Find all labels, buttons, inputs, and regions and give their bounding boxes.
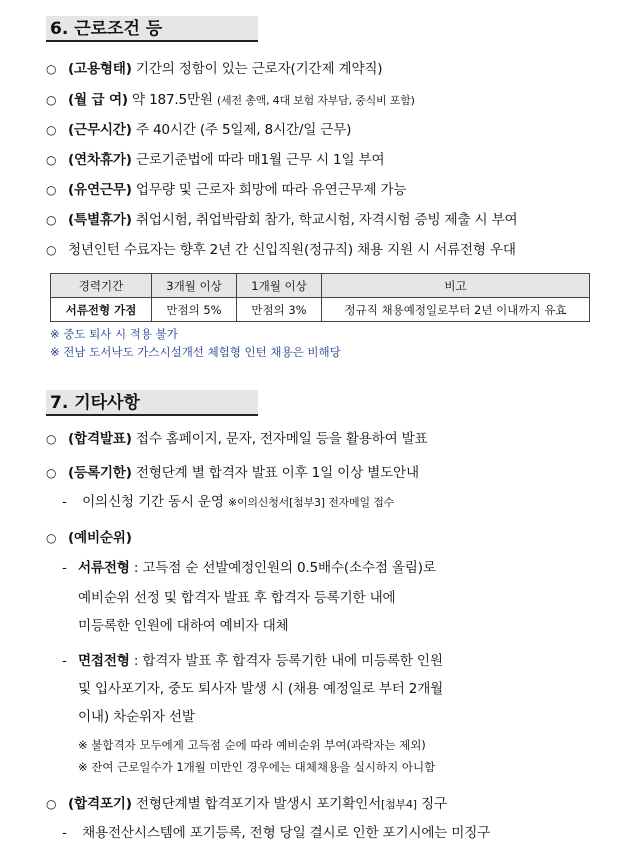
table-header-cell: 1개월 이상 bbox=[237, 274, 322, 298]
table-header-row bbox=[51, 274, 590, 298]
item-registration-deadline: ○ (등록기한) 전형단계 별 합격자 발표 이후 1일 이상 별도안내 bbox=[46, 465, 419, 481]
interview-line-2: 및 입사포기자, 중도 퇴사자 발생 시 (채용 예정일로 부터 2개월 bbox=[78, 681, 444, 697]
item-announcement: ○ (합격발표) 접수 홈페이지, 문자, 전자메일 등을 활용하여 발표 bbox=[46, 431, 428, 447]
item-giveup: ○ (합격포기) 전형단계별 합격포기자 발생시 포기확인서[첨부4] 징구 bbox=[46, 796, 447, 812]
interview-line-3: 이내) 차순위자 선발 bbox=[78, 709, 195, 725]
item-salary: ○ (월 급 여) 약 187.5만원 (세전 총액, 4대 보험 자부담, 중식비 포함) bbox=[46, 92, 415, 108]
item-reserve-ranking: ○ (예비순위) bbox=[46, 530, 132, 546]
table-cell: 만점의 5% bbox=[152, 298, 237, 322]
note-jeonnam-exclusion: ※ 전남 도서낙도 가스시설개선 체험형 인턴 채용은 비해당 bbox=[50, 345, 341, 359]
table-cell: 정규직 채용예정일로부터 2년 이내까지 유효 bbox=[322, 298, 590, 322]
item-flexible-work: ○ (유연근무) 업무량 및 근로자 희망에 따라 유연근무제 가능 bbox=[46, 182, 407, 198]
doc-screening-line-3: 미등록한 인원에 대하여 예비자 대체 bbox=[78, 618, 289, 634]
interview-note-2: ※ 잔여 근로일수가 1개월 미만인 경우에는 대체채용을 실시하지 아니함 bbox=[78, 760, 436, 774]
item-annual-leave: ○ (연차휴가) 근로기준법에 따라 매1월 근무 시 1일 부여 bbox=[46, 152, 385, 168]
item-employment-type: ○ (고용형태) 기간의 정함이 있는 근로자(기간제 계약직) bbox=[46, 61, 383, 77]
table-row bbox=[51, 298, 590, 322]
item-work-hours: ○ (근무시간) 주 40시간 (주 5일제, 8시간/일 근무) bbox=[46, 122, 352, 138]
table-header-cell: 경력기간 bbox=[51, 274, 152, 298]
table-header-cell: 비고 bbox=[322, 274, 590, 298]
item-special-leave: ○ (특별휴가) 취업시험, 취업박람회 참가, 학교시험, 자격시험 증빙 제출 시 부여 bbox=[46, 212, 518, 228]
bonus-table bbox=[50, 273, 590, 322]
table-cell: 만점의 3% bbox=[237, 298, 322, 322]
item-intern-preference: ○ 청년인턴 수료자는 향후 2년 간 신입직원(정규직) 채용 지원 시 서류전형 우대 bbox=[46, 242, 516, 258]
section-7-title: 7. 기타사항 bbox=[46, 390, 258, 416]
section-6-title: 6. 근로조건 등 bbox=[46, 16, 258, 42]
table-cell: 서류전형 가점 bbox=[51, 298, 152, 322]
doc-screening-line-1: - 서류전형 : 고득점 순 선발예정인원의 0.5배수(소수점 올림)로 bbox=[62, 560, 436, 576]
interview-line-1: - 면접전형 : 합격자 발표 후 합격자 등록기한 내에 미등록한 인원 bbox=[62, 653, 443, 669]
note-early-leave: ※ 중도 퇴사 시 적용 불가 bbox=[50, 327, 178, 341]
interview-note-1: ※ 불합격자 모두에게 고득점 순에 따라 예비순위 부여(과락자는 제외) bbox=[78, 738, 426, 752]
table-header-cell: 3개월 이상 bbox=[152, 274, 237, 298]
giveup-sub: - 채용전산시스템에 포기등록, 전형 당일 결시로 인한 포기시에는 미징구 bbox=[62, 825, 491, 841]
doc-screening-line-2: 예비순위 선정 및 합격자 발표 후 합격자 등록기한 내에 bbox=[78, 590, 396, 606]
item-objection-period: - 이의신청 기간 동시 운영 ※이의신청서[첨부3] 전자메일 접수 bbox=[62, 494, 395, 510]
